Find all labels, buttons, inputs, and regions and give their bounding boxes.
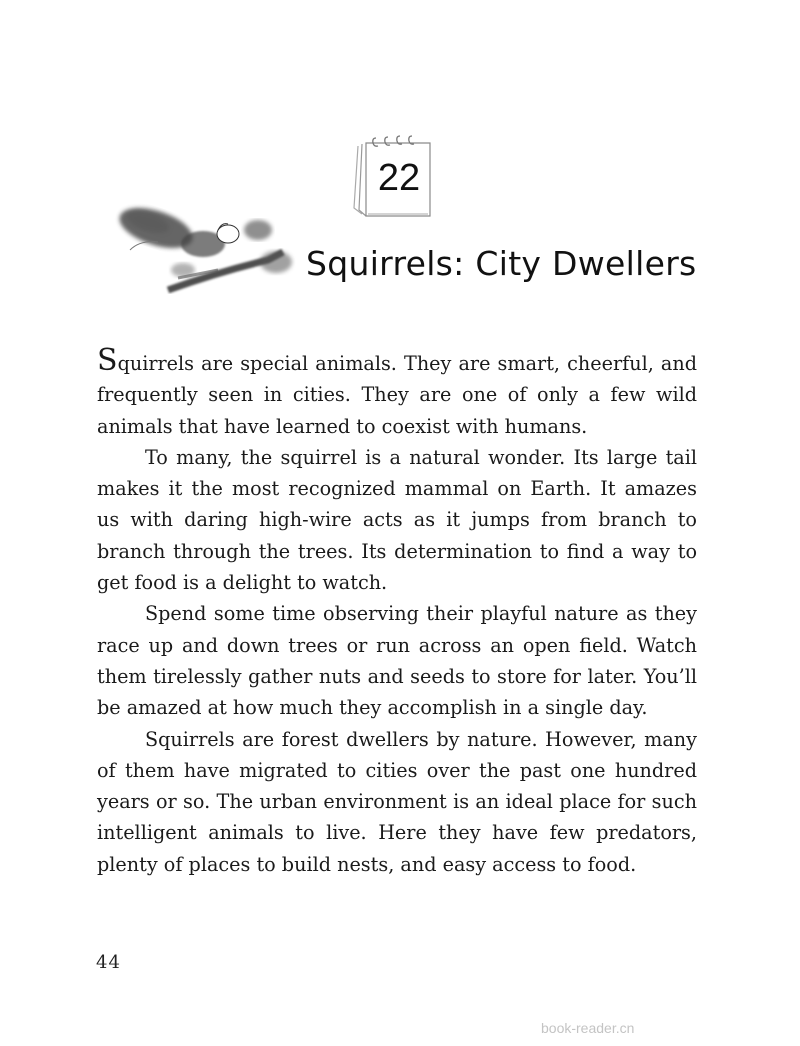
paragraph: Squirrels are forest dwellers by nature. However, many of them have migrated to cities over the past one hundred years or so. The urban environment is an ideal place for such intelligent animals to live. Here they have few predators, plenty of places to build nests, and easy access to food. [97, 727, 697, 876]
chapter-title: Squirrels: City Dwellers [306, 244, 697, 283]
drop-cap: S [97, 343, 118, 378]
page-number: 44 [96, 952, 121, 973]
watermark: book-reader.cn [541, 1020, 635, 1036]
paragraph: To many, the squirrel is a natural wonder. Its large tail makes it the most recognized mammal on Earth. It amazes us with daring high-wire acts as it jumps from branch to branch through the trees. Its determination to find a way to get food is a delight to watch. [97, 445, 697, 595]
paragraph: Squirrels are special animals. They are smart, cheerful, and frequently seen in cities. They are one of only a few wild animals that have learned to coexist with humans. [97, 343, 697, 438]
squirrel-illustration [108, 190, 298, 295]
calendar-icon [350, 128, 440, 220]
paragraph: Spend some time observing their playful nature as they race up and down trees or run across an open field. Watch them tirelessly gather nuts and seeds to store for later. You’ll be amazed at how much they accomplish in a single day. [97, 602, 697, 720]
chapter-body [97, 343, 697, 880]
chapter-number: 22 [377, 157, 421, 199]
